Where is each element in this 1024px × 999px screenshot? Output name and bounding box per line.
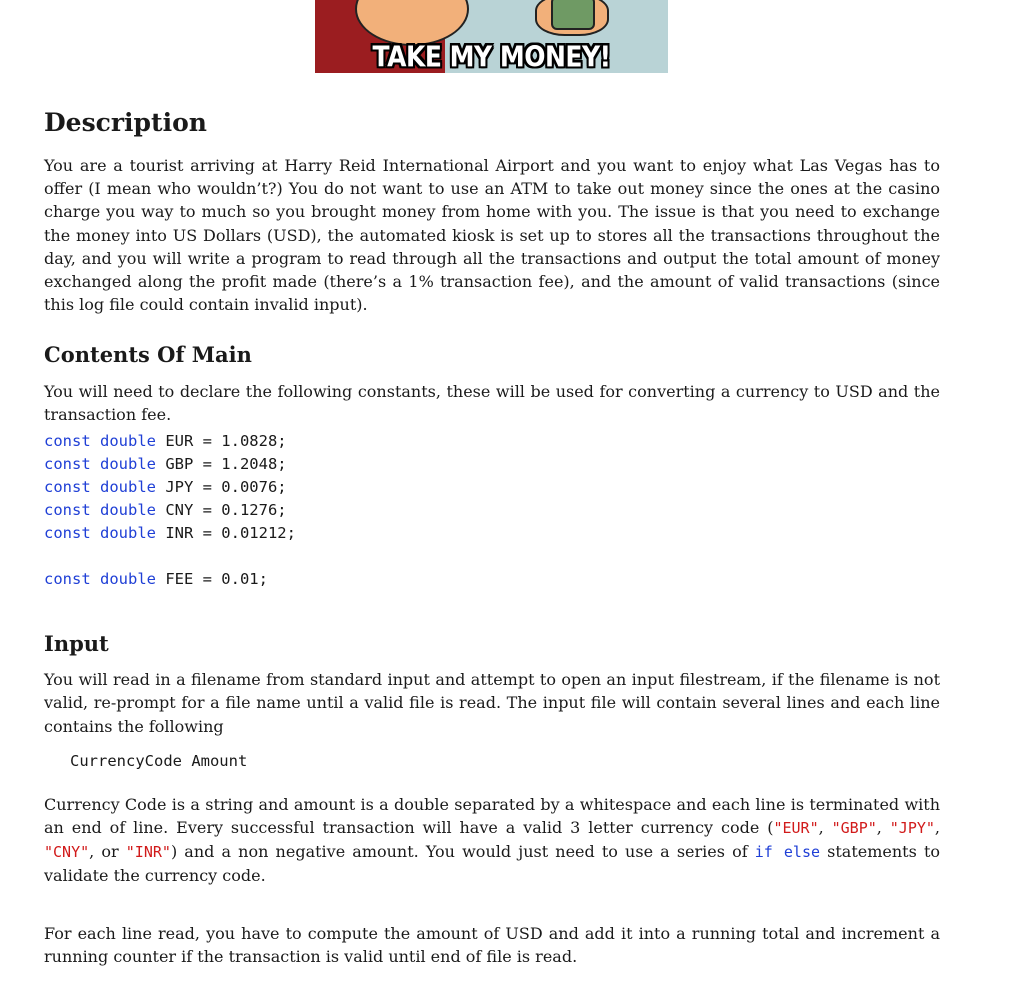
input-text-1: You will read in a filename from standard input and attempt to open an input filestream, if the filename is not valid, re-prompt for a file name until a valid file is read. The input file will contain several lines and each line contains the following <box>44 670 940 736</box>
input-text-2: Currency Code is a string and amount is a double separated by a whitespace and each line is terminated with an end of line. Every successful transaction will have a valid 3 letter currency code ("EUR", "GBP", "JPY", "CNY", or "INR") and a non negative amount. You would just need to use a series of if else statements to validate the currency code. <box>44 794 941 886</box>
code-inr: "INR" <box>125 843 171 862</box>
description-text: You are a tourist arriving at Harry Reid International Airport and you want to enjoy what Las Vegas has to offer (I mean who wouldn’t?) You do not want to use an ATM to take out money since the ones at the casino charge you way to much so you brought money from home with you. The issue is that you need to exchange the money into US Dollars (USD), the automated kiosk is set up to stores all the transactions throughout the day, and you will write a program to read through all the transactions and output the total amount of money exchanged along the profit made (there’s a 1% transaction fee), and the amount of valid transactions (since this log file could contain invalid input). <box>44 156 940 315</box>
input-format-line: CurrencyCode Amount <box>70 751 248 770</box>
constant-line: const double GBP = 1.2048; <box>44 455 287 474</box>
meme-cash <box>551 0 595 30</box>
contents-of-main-text: You will need to declare the following constants, these will be used for converting a currency to USD and the transaction fee. <box>44 381 940 424</box>
constants-code-block <box>44 430 940 591</box>
constant-line: const double EUR = 1.0828; <box>44 432 287 451</box>
constant-line: const double JPY = 0.0076; <box>44 478 287 497</box>
if-else-keyword: if else <box>754 843 821 862</box>
code-cny: "CNY" <box>44 843 90 862</box>
code-eur: "EUR" <box>773 819 819 838</box>
input-heading: Input <box>44 631 109 657</box>
constant-line: const double CNY = 0.1276; <box>44 501 287 520</box>
code-gbp: "GBP" <box>831 819 877 838</box>
fee-constant-line: const double FEE = 0.01; <box>44 570 268 589</box>
contents-of-main-heading: Contents Of Main <box>44 342 252 368</box>
input-text-3: For each line read, you have to compute the amount of USD and add it into a running total and increment a running counter if the transaction is valid until end of file is read. <box>44 923 940 966</box>
code-jpy: "JPY" <box>889 819 935 838</box>
meme-image <box>315 0 668 73</box>
constant-line: const double INR = 0.01212; <box>44 524 296 543</box>
meme-caption: TAKE MY MONEY! <box>372 39 611 73</box>
document-body <box>44 108 940 968</box>
description-heading: Description <box>44 108 207 137</box>
